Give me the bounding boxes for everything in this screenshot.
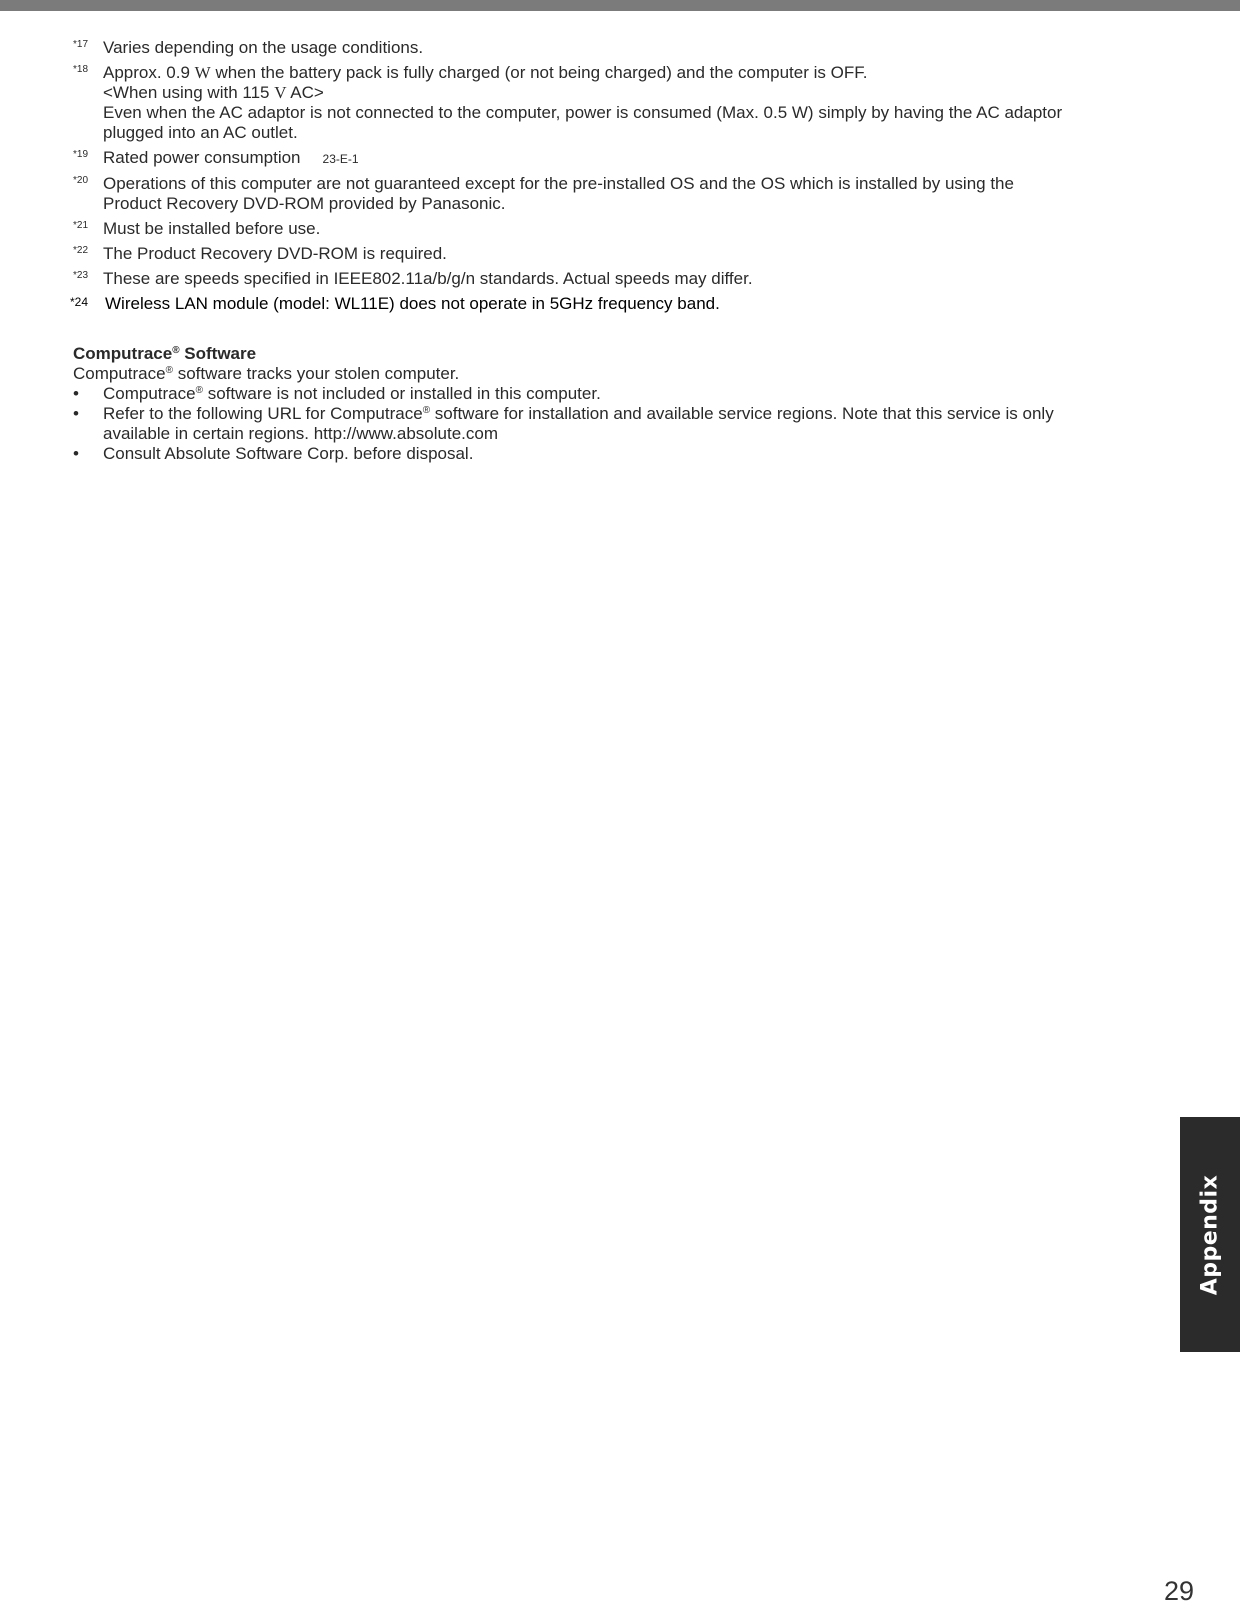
footnote-21 (73, 219, 1173, 239)
footnote-text: Wireless LAN module (model: WL11E) does not operate in 5GHz frequency band. (105, 294, 720, 313)
bullet-item (73, 404, 1173, 444)
reference-code: 23-E-1 (322, 152, 359, 166)
footnote-mark: *20 (73, 175, 89, 186)
footnote-mark: *24 (70, 295, 89, 309)
footnote-mark: *17 (73, 39, 89, 50)
intro-text: Computrace® software tracks your stolen computer. (73, 364, 460, 383)
footnote-18 (73, 63, 1173, 143)
page-number: 29 (1164, 1576, 1195, 1606)
footnote-20 (73, 174, 1173, 214)
footnote-22 (73, 244, 1173, 264)
side-tab-label: Appendix (1197, 1174, 1223, 1295)
bullet-text: Computrace® software is not included or installed in this computer. (103, 384, 601, 403)
footnote-mark: *21 (73, 220, 89, 231)
footnote-text: Product Recovery DVD-ROM provided by Panasonic. (103, 194, 506, 213)
footnote-mark: *19 (73, 149, 89, 160)
footnote-text: The Product Recovery DVD-ROM is required. (103, 244, 447, 263)
footnote-text: Must be installed before use. (103, 219, 321, 238)
side-tab (1180, 1117, 1240, 1352)
footnote-text: Operations of this computer are not guaranteed except for the pre-installed OS and the OS which is installed by using the (103, 174, 1014, 193)
bullet-dot: • (73, 384, 79, 403)
page-content (70, 38, 1173, 464)
footnote-17 (73, 38, 1173, 58)
footnote-23 (73, 269, 1173, 289)
bullet-text: Refer to the following URL for Computrace® software for installation and available service regions. Note that this service is only (103, 404, 1054, 423)
bullet-dot: • (73, 404, 79, 423)
bullet-text: available in certain regions. http://www.absolute.com (103, 424, 498, 443)
footnote-text: Rated power consumption 23-E-1 (103, 148, 359, 167)
footnote-text: Approx. 0.9 W when the battery pack is fully charged (or not being charged) and the computer is OFF. (103, 63, 868, 82)
footnote-text: <When using with 115 V AC> (103, 83, 324, 102)
bullet-text: Consult Absolute Software Corp. before disposal. (103, 444, 474, 463)
footnote-text: Even when the AC adaptor is not connected to the computer, power is consumed (Max. 0.5 W) simply by having the AC adaptor (103, 103, 1063, 122)
footnote-19 (73, 148, 1173, 169)
bullet-item (73, 384, 1173, 404)
bullet-dot: • (73, 444, 79, 463)
footnote-text: Varies depending on the usage conditions. (103, 38, 424, 57)
footnote-mark: *18 (73, 64, 89, 75)
footnote-mark: *22 (73, 245, 89, 256)
footnote-text: These are speeds specified in IEEE802.11a/b/g/n standards. Actual speeds may differ. (103, 269, 753, 288)
footnote-text: plugged into an AC outlet. (103, 123, 298, 142)
footnote-24 (70, 294, 1173, 314)
section-heading: Computrace® Software (73, 344, 257, 363)
top-bar (0, 0, 1240, 11)
bullet-item (73, 444, 1173, 464)
footnote-mark: *23 (73, 270, 89, 281)
